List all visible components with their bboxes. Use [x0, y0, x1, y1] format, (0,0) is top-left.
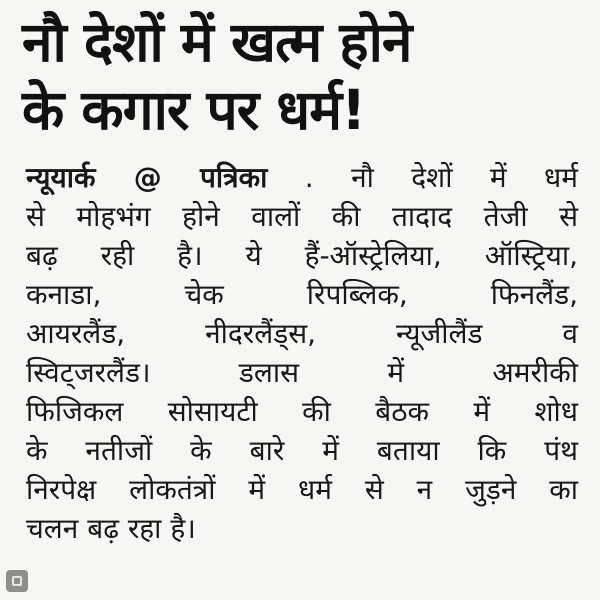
body-line-1-text: . नौ देशों में धर्म	[267, 161, 578, 194]
scanner-app-icon	[6, 570, 28, 592]
body-line-8: के नतीजों के बारे में बताया कि पंथ	[26, 434, 578, 467]
body-line-10: चलन बढ़ रहा है।	[26, 512, 196, 545]
article-body	[26, 158, 578, 548]
headline-line-1: नौ देशों में खत्म होने	[22, 10, 412, 74]
headline	[22, 8, 582, 144]
scanner-watermark	[6, 568, 106, 594]
body-line-6: स्विट्जरलैंड। डलास में अमरीकी	[26, 356, 578, 389]
body-line-2: से मोहभंग होने वालों की तादाद तेजी से	[26, 200, 578, 233]
body-line-7: फिजिकल सोसायटी की बैठक में शोध	[26, 395, 578, 428]
body-line-4: कनाडा, चेक रिपब्लिक, फिनलैंड,	[26, 278, 578, 311]
body-line-1	[26, 158, 578, 197]
dateline: न्यूयार्क @ पत्रिका	[26, 161, 268, 194]
headline-line-2: के कगार पर धर्म!	[22, 78, 366, 142]
body-line-3: बढ़ रही है। ये हैं-ऑस्ट्रेलिया, ऑस्ट्रिया,	[26, 239, 578, 272]
body-line-5: आयरलैंड, नीदरलैंड्स, न्यूजीलैंड व	[26, 317, 578, 350]
body-line-9: निरपेक्ष लोकतंत्रों में धर्म से न जुड़ने का	[26, 473, 578, 506]
